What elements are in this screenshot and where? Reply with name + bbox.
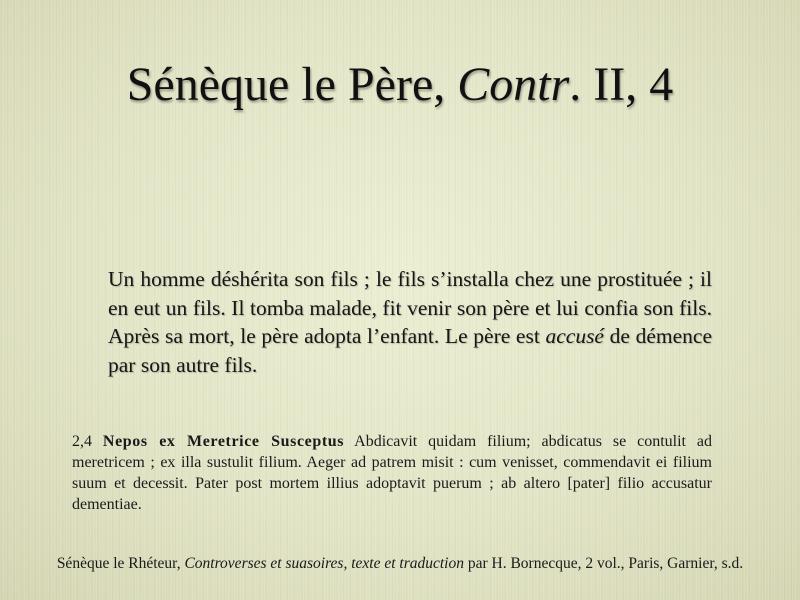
summary-text-before: Un homme déshérita son fils ; le fils s’installa chez une prostituée ; il en eut un fils. Il tomba malade, fit venir son père et lui confia son fils. Après sa mort, le père adopta l’enfant. Le père est (108, 267, 712, 348)
summary-emphasis: accusé (545, 324, 604, 348)
latin-body: Abdicavit quidam filium; abdicatus se contulit ad meretricem ; ex illa sustulit filium. Aeger ad patrem misit : cum venisset, commendavit ei filium suum et decessit. Pater post mortem illius adoptavit puerum ; ab altero [pater] filio accusatur dementiae. (72, 433, 713, 513)
latin-heading: Nepos ex Meretrice Susceptus (102, 433, 345, 450)
french-summary (108, 265, 712, 379)
slide-title (0, 55, 800, 115)
citation-details: par H. Bornecque, 2 vol., Paris, Garnier, s.d. (463, 555, 744, 572)
title-work: Contr (457, 58, 570, 111)
title-author: Sénèque le Père, (126, 58, 446, 111)
title-reference: . II, 4 (569, 58, 674, 111)
latin-reference: 2,4 (72, 433, 92, 450)
citation-author: Sénèque le Rhéteur, (56, 555, 185, 572)
citation-footer (0, 554, 800, 574)
latin-source-text (72, 431, 712, 515)
summary-text-after: de démence par son autre fils. (108, 324, 712, 377)
citation-work: Controverses et suasoires, texte et traduction (184, 555, 464, 572)
